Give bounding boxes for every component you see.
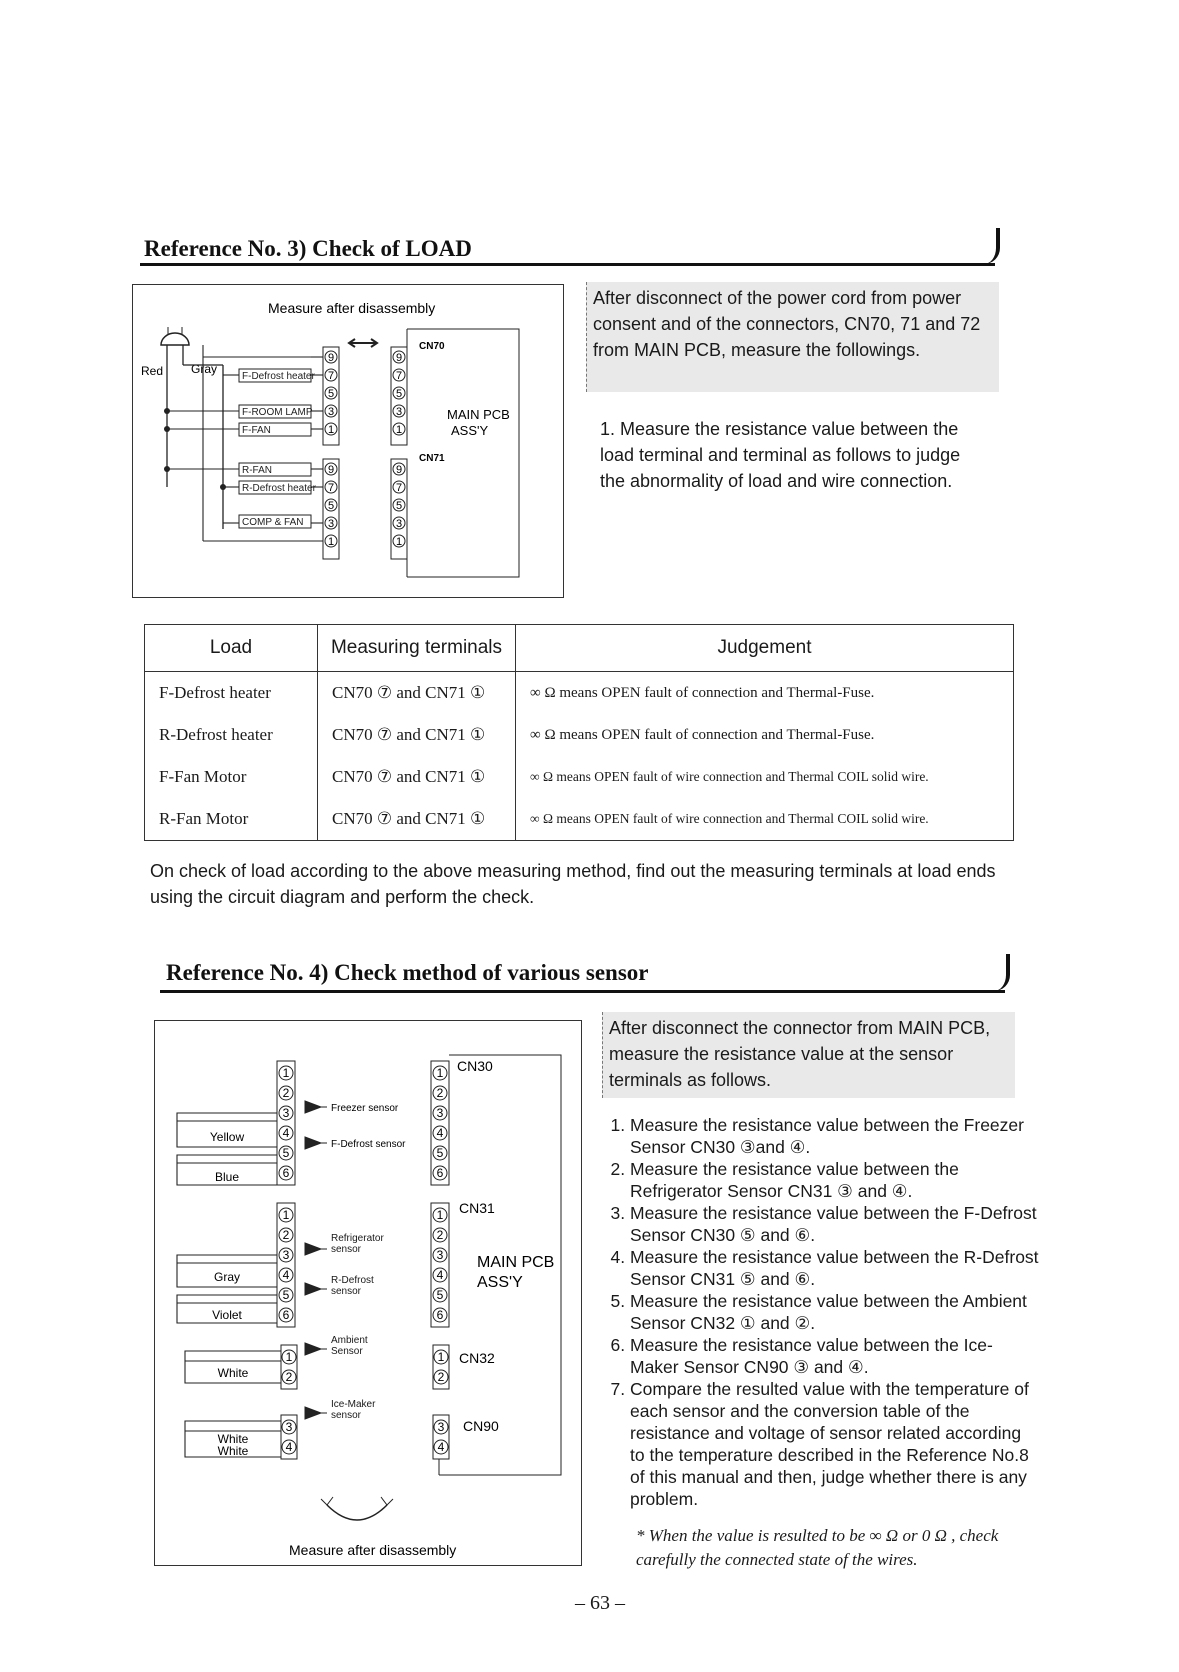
list-item: 5. Measure the resistance value between the Ambient Sensor CN32 ① and ②. (630, 1290, 1040, 1334)
freezer-sensor-label: Freezer sensor (331, 1103, 399, 1114)
wire-white-3: White (217, 1444, 249, 1458)
cn32-label: CN32 (459, 1350, 495, 1366)
svg-text:2: 2 (282, 1086, 290, 1100)
sensor-diagram (154, 1020, 582, 1566)
svg-text:4: 4 (436, 1126, 444, 1140)
svg-text:4: 4 (282, 1268, 290, 1282)
svg-text:4: 4 (285, 1440, 293, 1454)
svg-text:7: 7 (327, 370, 335, 382)
list-item: 1. Measure the resistance value between the Freezer Sensor CN30 ③and ④. (630, 1114, 1040, 1158)
sensor-steps-list (608, 1114, 1040, 1510)
page-number: – 63 – (575, 1592, 625, 1614)
wire-blue: Blue (214, 1170, 240, 1184)
wire-gray-label: Gray (191, 362, 218, 376)
section3-rule (140, 263, 995, 266)
wire-red-label: Red (141, 364, 164, 378)
svg-text:5: 5 (436, 1146, 444, 1160)
assy-label: ASS'Y (451, 423, 489, 438)
svg-text:5: 5 (282, 1146, 290, 1160)
header-judgement: Judgement (516, 625, 1014, 672)
svg-text:7: 7 (395, 482, 403, 494)
row-load: R-Fan Motor (145, 798, 318, 841)
load-r-fan: R-FAN (242, 465, 272, 476)
svg-text:1: 1 (436, 1066, 444, 1080)
table-row (145, 756, 1014, 798)
section3-step1: 1. Measure the resistance value between the load terminal and terminal as follows to judge the abnormality of load and wire connection. (600, 419, 961, 491)
cn31-label: CN31 (459, 1200, 495, 1216)
load-f-defrost-heater: F-Defrost heater (242, 371, 315, 382)
section4-note: * When the value is resulted to be ∞ Ω or 0 Ω , check carefully the connected state of the wires. (636, 1526, 999, 1569)
row-load: F-Fan Motor (145, 756, 318, 798)
table-row (145, 672, 1014, 715)
load-table-header (145, 625, 1014, 672)
svg-text:7: 7 (395, 370, 403, 382)
cn30-label: CN30 (457, 1058, 493, 1074)
list-item: 2. Measure the resistance value between the Refrigerator Sensor CN31 ③ and ④. (630, 1158, 1040, 1202)
section3-title: Reference No. 3) Check of LOAD (144, 236, 472, 261)
row-terminals: CN70 ⑦ and CN71 ① (318, 756, 516, 798)
svg-text:1: 1 (285, 1350, 293, 1364)
refrigerator-sensor-label: Refrigerator sensor (331, 1233, 384, 1255)
ambient-sensor-label: Ambient Sensor (331, 1335, 368, 1357)
svg-text:5: 5 (395, 500, 403, 512)
svg-text:6: 6 (436, 1308, 444, 1322)
sensor-assy-label: ASS'Y (477, 1274, 523, 1291)
load-diagram-caption: Measure after disassembly (268, 300, 436, 316)
wire-gray: Gray (213, 1270, 241, 1284)
svg-text:1: 1 (282, 1208, 290, 1222)
list-item: 7. Compare the resulted value with the temperature of each sensor and the conversion table of the resistance and voltage of sensor related according to the temperature described in the Reference No.8 of this manual and then, judge whether there is any problem. (630, 1378, 1040, 1510)
wire-yellow: Yellow (209, 1130, 245, 1144)
svg-text:3: 3 (327, 518, 335, 530)
row-terminals: CN70 ⑦ and CN71 ① (318, 798, 516, 841)
table-row (145, 798, 1014, 841)
list-item: 4. Measure the resistance value between the R-Defrost Sensor CN31 ⑤ and ⑥. (630, 1246, 1040, 1290)
svg-text:3: 3 (327, 406, 335, 418)
load-diagram (132, 284, 564, 598)
section4-title: Reference No. 4) Check method of various sensor (166, 960, 649, 985)
sensor-diagram-caption: Measure after disassembly (289, 1542, 457, 1558)
svg-text:6: 6 (436, 1166, 444, 1180)
sensor-symbols (305, 1101, 327, 1419)
svg-text:5: 5 (327, 500, 335, 512)
wire-violet: Violet (212, 1308, 242, 1322)
wire-white-2: White (217, 1432, 249, 1446)
sensor-main-pcb-label: MAIN PCB (477, 1254, 555, 1271)
svg-text:3: 3 (395, 406, 403, 418)
svg-text:6: 6 (282, 1166, 290, 1180)
row-judgement: ∞ Ω means OPEN fault of wire connection and Thermal COIL solid wire. (516, 756, 1014, 798)
svg-text:3: 3 (282, 1248, 290, 1262)
svg-text:2: 2 (436, 1228, 444, 1242)
row-judgement: ∞ Ω means OPEN fault of connection and Thermal-Fuse. (516, 714, 1014, 756)
svg-text:3: 3 (282, 1106, 290, 1120)
svg-text:1: 1 (327, 424, 335, 436)
svg-text:4: 4 (436, 1268, 444, 1282)
disassembly-arrow-icon (327, 1505, 387, 1520)
section4-rule (160, 990, 1005, 993)
row-terminals: CN70 ⑦ and CN71 ① (318, 672, 516, 715)
header-terminals: Measuring terminals (318, 625, 516, 672)
svg-text:5: 5 (395, 388, 403, 400)
svg-text:9: 9 (327, 352, 335, 364)
row-load: F-Defrost heater (145, 672, 318, 715)
load-table (144, 624, 1014, 841)
load-f-room-lamp: F-ROOM LAMP (242, 407, 313, 418)
cn71-label: CN71 (419, 453, 445, 464)
wire-white-1: White (217, 1366, 249, 1380)
sensor-circuit-svg (155, 1021, 583, 1567)
svg-text:4: 4 (437, 1440, 445, 1454)
power-plug-icon (161, 333, 189, 345)
ice-maker-sensor-label: Ice-Maker sensor (331, 1399, 376, 1421)
load-circuit-svg (133, 285, 565, 599)
row-load: R-Defrost heater (145, 714, 318, 756)
row-judgement: ∞ Ω means OPEN fault of wire connection and Thermal COIL solid wire. (516, 798, 1014, 841)
cn90-label: CN90 (463, 1418, 499, 1434)
svg-text:2: 2 (285, 1370, 293, 1384)
load-f-fan: F-FAN (242, 425, 271, 436)
svg-text:9: 9 (327, 464, 335, 476)
list-item: 6. Measure the resistance value between the Ice-Maker Sensor CN90 ③ and ④. (630, 1334, 1040, 1378)
section3-footer: On check of load according to the above measuring method, find out the measuring terminals at load ends using the circuit diagram and perform the check. (150, 861, 996, 907)
svg-text:2: 2 (282, 1228, 290, 1242)
svg-text:2: 2 (436, 1086, 444, 1100)
section4-rule-end (994, 954, 1010, 991)
svg-text:1: 1 (395, 424, 403, 436)
cn70-label: CN70 (419, 341, 445, 352)
svg-text:1: 1 (436, 1208, 444, 1222)
svg-text:1: 1 (437, 1350, 445, 1364)
svg-text:5: 5 (327, 388, 335, 400)
main-pcb-label: MAIN PCB (447, 407, 510, 422)
svg-text:5: 5 (436, 1288, 444, 1302)
header-load: Load (145, 625, 318, 672)
list-item: 3. Measure the resistance value between the F-Defrost Sensor CN30 ⑤ and ⑥. (630, 1202, 1040, 1246)
svg-text:3: 3 (436, 1106, 444, 1120)
table-row (145, 714, 1014, 756)
r-defrost-sensor-label: R-Defrost sensor (331, 1275, 374, 1297)
svg-text:1: 1 (282, 1066, 290, 1080)
f-defrost-sensor-label: F-Defrost sensor (331, 1139, 406, 1150)
section4-instruction: After disconnect the connector from MAIN PCB, measure the resistance value at the sensor terminals as follows. (602, 1012, 1015, 1098)
svg-text:3: 3 (395, 518, 403, 530)
row-judgement: ∞ Ω means OPEN fault of connection and Thermal-Fuse. (516, 672, 1014, 715)
svg-text:9: 9 (395, 352, 403, 364)
load-comp-fan: COMP & FAN (242, 517, 304, 528)
svg-text:7: 7 (327, 482, 335, 494)
svg-text:1: 1 (395, 536, 403, 548)
svg-text:3: 3 (436, 1248, 444, 1262)
svg-text:2: 2 (437, 1370, 445, 1384)
svg-text:3: 3 (285, 1420, 293, 1434)
connect-arrow-icon (349, 339, 377, 347)
svg-text:5: 5 (282, 1288, 290, 1302)
svg-text:3: 3 (437, 1420, 445, 1434)
row-terminals: CN70 ⑦ and CN71 ① (318, 714, 516, 756)
svg-text:4: 4 (282, 1126, 290, 1140)
svg-text:9: 9 (395, 464, 403, 476)
load-r-defrost-heater: R-Defrost heater (242, 483, 316, 494)
svg-text:1: 1 (327, 536, 335, 548)
section3-rule-end (984, 228, 1000, 264)
section3-instruction: After disconnect of the power cord from power consent and of the connectors, CN70, 71 and 72 from MAIN PCB, measure the followings. (586, 282, 999, 392)
svg-text:6: 6 (282, 1308, 290, 1322)
